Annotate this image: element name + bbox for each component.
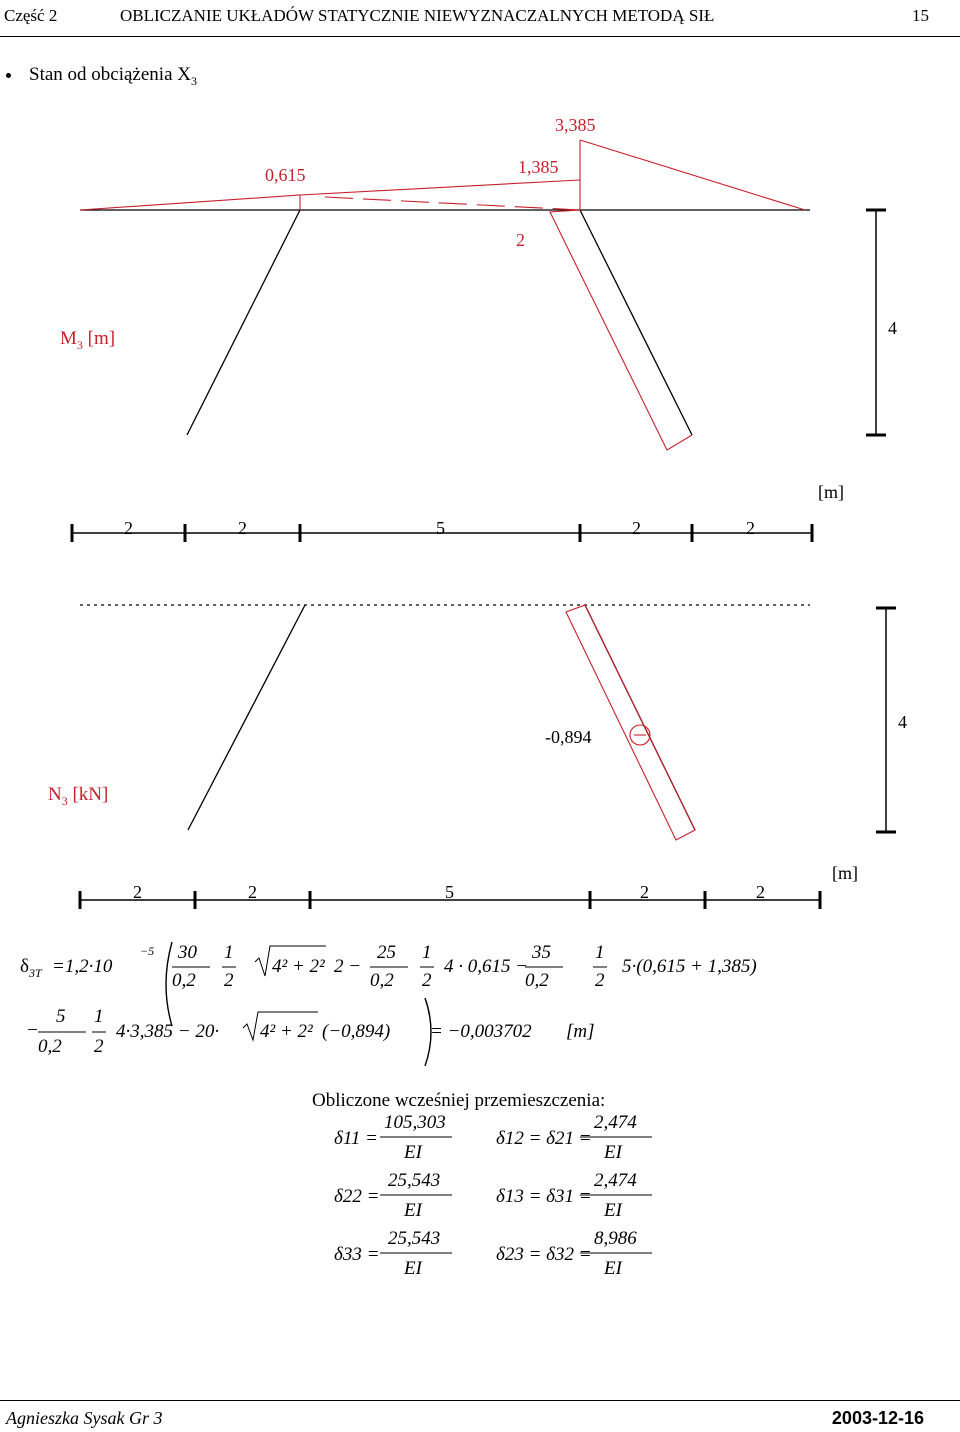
footer-divider: [0, 1400, 960, 1401]
m-span-4: 2: [632, 518, 641, 538]
n-label-main: N: [48, 784, 62, 805]
h3-num: 1: [595, 942, 605, 963]
m-left-strut: [187, 210, 300, 435]
h1-num: 1: [224, 942, 234, 963]
m-dashed-line: [325, 197, 580, 210]
h4-den: 2: [94, 1036, 104, 1057]
header-title: OBLICZANIE UKŁADÓW STATYCZNIE NIEWYZNACZALNYCH METODĄ SIŁ: [120, 6, 715, 25]
prev-den-1: EI: [404, 1142, 422, 1163]
formula-exp: −5: [140, 944, 155, 958]
t1: 2 −: [334, 956, 362, 977]
prev-lhs-3: δ22 =: [334, 1186, 380, 1207]
n-diagram-label: [48, 784, 108, 809]
m-label-main: M: [60, 328, 77, 349]
formula-lhs: $\delta_{3T}$: [20, 956, 42, 980]
m-right-strut: [580, 210, 692, 435]
f2-den: 0,2: [370, 970, 394, 991]
n-left-strut: [188, 605, 305, 830]
prev-den-2: EI: [604, 1142, 622, 1163]
formula-unit: [m]: [566, 1021, 595, 1042]
prev-num-5: 25,543: [388, 1228, 441, 1249]
prev-den-4: EI: [604, 1200, 622, 1221]
prev-den-5: EI: [404, 1258, 422, 1279]
f4-num: 5: [56, 1006, 66, 1027]
m-span-2: 2: [238, 518, 247, 538]
m-diagram-label: [60, 328, 115, 353]
h2-den: 2: [422, 970, 432, 991]
m-label-unit: [m]: [87, 328, 116, 349]
prev-lhs-1: δ11 =: [334, 1128, 378, 1149]
t4: 4·3,385 − 20·: [116, 1021, 220, 1042]
t5: (−0,894): [322, 1021, 391, 1042]
sqrt1-content: 4² + 2²: [272, 956, 325, 977]
formula-minus: −: [26, 1020, 39, 1041]
sqrt2-content: 4² + 2²: [260, 1021, 313, 1042]
m-value-strut: 2: [516, 230, 525, 250]
n-label-sub: 3: [61, 793, 68, 808]
m-value-mid: 1,385: [518, 157, 559, 177]
m-unit-label: [m]: [818, 482, 844, 502]
n-height-dimension: [876, 608, 896, 832]
h4-num: 1: [94, 1006, 104, 1027]
n-span-3: 5: [445, 882, 454, 902]
footer-author: Agnieszka Sysak Gr 3: [6, 1408, 163, 1428]
m-value-top: 3,385: [555, 115, 596, 135]
f3-num: 35: [532, 942, 551, 963]
footer-date: 2003-12-16: [831, 1408, 924, 1428]
f3-den: 0,2: [525, 970, 549, 991]
prev-num-4: 2,474: [594, 1170, 637, 1191]
t3: 5·(0,615 + 1,385): [622, 956, 757, 977]
prev-den-3: EI: [404, 1200, 422, 1221]
n-span-2: 2: [248, 882, 257, 902]
prev-num-6: 8,986: [594, 1228, 637, 1249]
f4-den: 0,2: [38, 1036, 62, 1057]
prev-lhs-4: δ13 = δ31 =: [496, 1186, 592, 1207]
prev-num-1: 105,303: [384, 1112, 446, 1133]
f1-num: 30: [178, 942, 197, 963]
f1-den: 0,2: [172, 970, 196, 991]
n-unit-label: [m]: [832, 863, 858, 883]
page-number: 15: [912, 6, 929, 25]
prev-lhs-6: δ23 = δ32 =: [496, 1244, 592, 1265]
bullet-text: Stan od obciążenia X: [29, 64, 191, 85]
m-span-1: 2: [124, 518, 133, 538]
m-height-label: 4: [888, 318, 897, 338]
h2-num: 1: [422, 942, 432, 963]
m-left-triangle: [80, 195, 300, 210]
m-label-sub: 3: [76, 337, 83, 352]
prev-den-6: EI: [604, 1258, 622, 1279]
h1-den: 2: [224, 970, 234, 991]
h3-den: 2: [595, 970, 605, 991]
m-height-dimension: [866, 210, 886, 435]
formula-coef: =1,2·10: [52, 956, 113, 977]
m-span-3: 5: [436, 518, 445, 538]
n-span-1: 2: [133, 882, 142, 902]
m-mid-top: [300, 180, 580, 195]
m-span-5: 2: [746, 518, 755, 538]
prev-num-3: 25,543: [388, 1170, 441, 1191]
m-value-left: 0,615: [265, 165, 306, 185]
n-value: -0,894: [545, 727, 592, 747]
formula-result: = −0,003702: [430, 1021, 532, 1042]
n-label-unit: [kN]: [72, 784, 109, 805]
header-part: Część 2: [4, 6, 58, 25]
n-span-4: 2: [640, 882, 649, 902]
bullet-sub: 3: [190, 73, 197, 88]
n-span-5: 2: [756, 882, 765, 902]
prev-lhs-2: δ12 = δ21 =: [496, 1128, 592, 1149]
m-right-slope: [580, 140, 805, 210]
previous-title: Obliczone wcześniej przemieszczenia:: [312, 1090, 606, 1111]
prev-num-2: 2,474: [594, 1112, 637, 1133]
n-strut-band: [566, 605, 695, 840]
m-strut-diagram: [550, 210, 692, 450]
prev-lhs-5: δ33 =: [334, 1244, 380, 1265]
t2: 4 · 0,615 −: [444, 956, 529, 977]
f2-num: 25: [377, 942, 396, 963]
n-height-label: 4: [898, 712, 907, 732]
